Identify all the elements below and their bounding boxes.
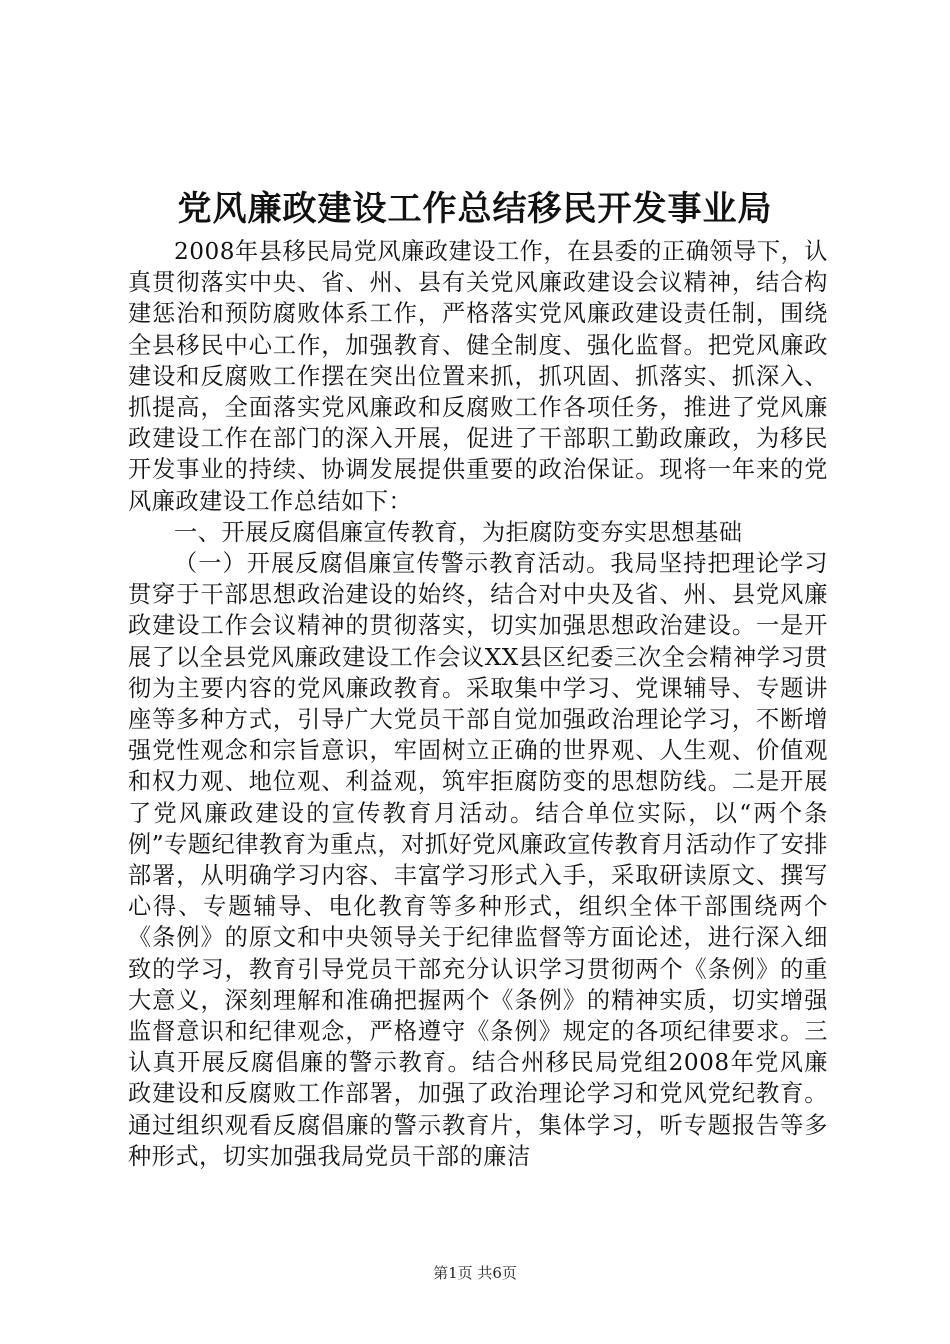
intro-paragraph: 2008年县移民局党风廉政建设工作，在县委的正确领导下，认真贯彻落实中央、省、州、县有关党风廉政建设会议精神，结合构建惩治和预防腐败体系工作，严格落实党风廉政建设责任制，围绕全县移民中心工作，加强教育、健全制度、强化监督。把党风廉政建设和反腐败工作摆在突出位置来抓，抓巩固、抓落实、抓深入、抓提高，全面落实党风廉政和反腐败工作各项任务，推进了党风廉政建设工作在部门的深入开展，促进了干部职工勤政廉政，为移民开发事业的持续、协调发展提供重要的政治保证。现将一年来的党风廉政建设工作总结如下： [128, 238, 828, 515]
section-heading: 一、开展反腐倡廉宣传教育，为拒腐防变夯实思想基础 [174, 518, 743, 546]
document-body [128, 236, 828, 1172]
body-paragraph: （一）开展反腐倡廉宣传警示教育活动。我局坚持把理论学习贯穿于干部思想政治建设的始终，结合对中央及省、州、县党风廉政建设工作会议精神的贯彻落实，切实加强思想政治建设。一是开展了以全县党风廉政建设工作会议XX县区纪委三次全会精神学习贯彻为主要内容的党风廉政教育。采取集中学习、党课辅导、专题讲座等多种方式，引导广大党员干部自觉加强政治理论学习，不断增强党性观念和宗旨意识，牢固树立正确的世界观、人生观、价值观和权力观、地位观、利益观，筑牢拒腐防变的思想防线。二是开展了党风廉政建设的宣传教育月活动。结合单位实际，以“两个条例”专题纪律教育为重点，对抓好党风廉政宣传教育月活动作了安排部署，从明确学习内容、丰富学习形式入手，采取研读原文、撰写心得、专题辅导、电化教育等多种形式，组织全体干部围绕两个《条例》的原文和中央领导关于纪律监督等方面论述，进行深入细致的学习，教育引导党员干部充分认识学习贯彻两个《条例》的重大意义，深刻理解和准确把握两个《条例》的精神实质，切实增强监督意识和纪律观念，严格遵守《条例》规定的各项纪律要求。三认真开展反腐倡廉的警示教育。结合州移民局党组2008年党风廉政建设和反腐败工作部署，加强了政治理论学习和党风党纪教育。通过组织观看反腐倡廉的警示教育片，集体学习，听专题报告等多种形式，切实加强我局党员干部的廉洁 [128, 550, 828, 1170]
page-number: 第1页 共6页 [433, 1264, 517, 1282]
document-title: 党风廉政建设工作总结移民开发事业局 [177, 189, 773, 229]
